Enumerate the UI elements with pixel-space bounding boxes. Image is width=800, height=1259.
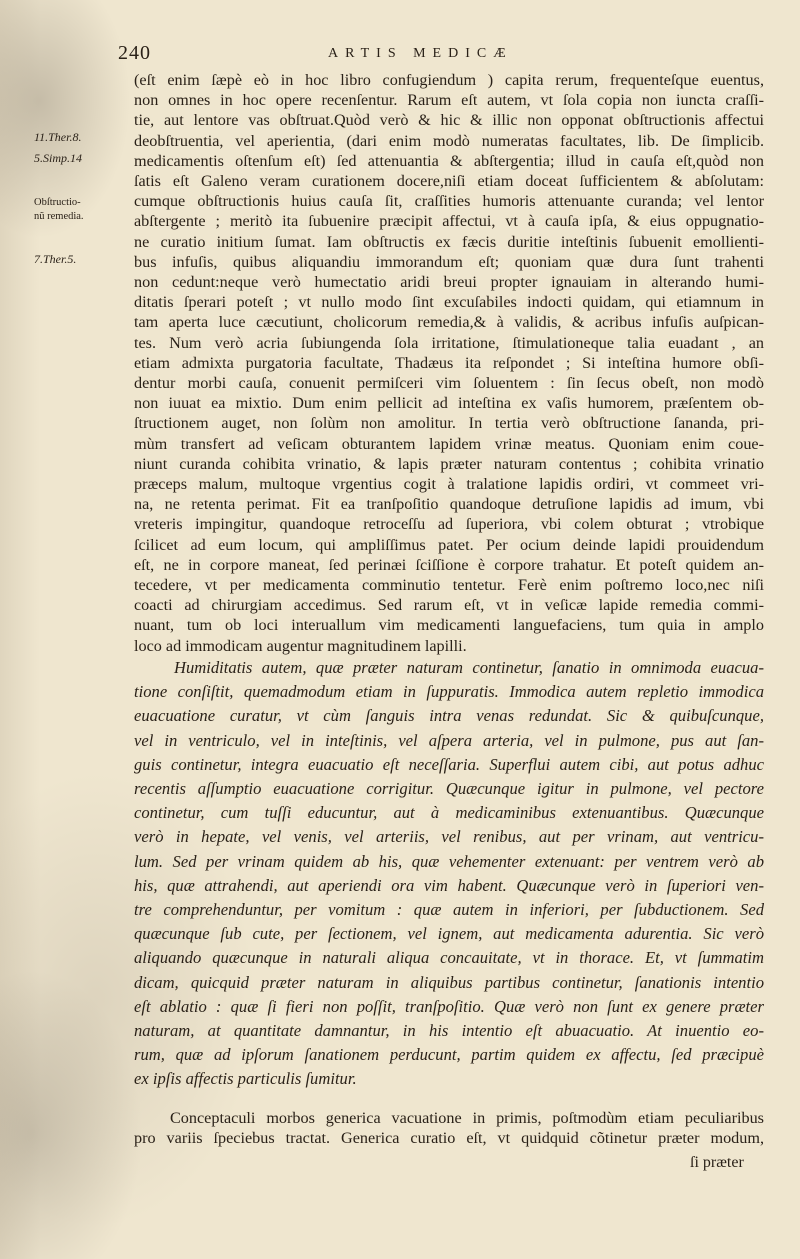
margin-note: 5.Simp.14	[34, 151, 82, 165]
text-line: euacuatione curatur, vt cùm ſanguis intra venas redundat. Sic & quibuſcunque,	[134, 706, 764, 726]
text-line: (eſt enim ſæpè eò in hoc libro confugiendum ) capita rerum, frequenteſque euentus,	[134, 71, 764, 89]
text-line: nuant, tum ob loci interuallum vim medicamenti languefaciens, tum quia in amplo	[134, 616, 764, 635]
text-line: medicamentis oſtenſum eſt) ſed attenuantia & abſtergentia; illud in cauſa eſt,quòd non	[134, 151, 764, 170]
text-line: rum, quæ ad ipſorum ſanationem perducunt, partim quidem ex affectu, ſed præcipuè	[134, 1045, 764, 1065]
text-line: recentis aſſumptio euacuatione corrigitur. Quæcunque igitur in pulmone, vel pectore	[134, 779, 764, 799]
text-line: quæcunque ſub cute, per ſectionem, vel ignem, aut medicamenta adurentia. Sic verò	[134, 924, 764, 944]
text-line: guis continetur, integra euacuatio eſt neceſſaria. Superflui autem cibi, aut potus adhuc	[134, 754, 764, 774]
text-line: aliquando quæcunque in naturali aliqua concauitate, vt in thorace. Et, vt ſummatim	[134, 948, 764, 968]
text-line: tam aperta luce cæcutiunt, cholicorum remedia,& à validis, & acribus infuſis auſpican-	[134, 313, 764, 332]
text-line: lum. Sed per vrinam quidem ab his, quæ vehementer extenuant: per ventrem verò ab	[134, 851, 764, 871]
text-line: cumque obſtructionis huius cauſa ſit, craſſities humoris attenuante curanda; vel lentor	[134, 192, 764, 211]
text-line: bus infuſis, quibus aliquandiu immorandum eſt; quoniam quæ dura ſunt trahenti	[134, 252, 764, 271]
text-line: na, ne retenta perimat. Fit ea tranſpoſitio quandoque detruſione lapidis ad imum, vbi	[134, 495, 764, 514]
text-line: Conceptaculi morbos generica vacuatione in primis, poſtmodùm etiam peculiaribus	[170, 1109, 764, 1127]
text-line: his, quæ attrahendi, aut aperiendi ora vim habent. Quæcunque verò in ſuperiori ven-	[134, 875, 764, 895]
running-head: ARTIS MEDICÆ	[328, 46, 513, 61]
page-number: 240	[118, 42, 151, 64]
text-line: vel in ventriculo, vel in inteſtinis, vel aſpera arteria, vel in pulmone, pus aut ſan-	[134, 730, 764, 750]
text-line: præceps malum, multoque vrgentius cogit à tralatione lapidis ordiri, vt commeet vri-	[134, 475, 764, 494]
text-line: mùm transfert ad veſicam obturantem lapidem vrinæ meatus. Quoniam enim coue-	[134, 434, 764, 453]
text-line: vreteris impingitur, quandoque retroceſſu ad ſuperiora, vbi colem obturat ; vtrobique	[134, 515, 764, 534]
text-line: niunt curanda cohibita vrinatio, & lapis præter naturam contentus ; cohibita vrinatio	[134, 454, 764, 473]
text-line: tes. Num verò acria ſubiungenda ſola irritatione, ſtimulationeque talia euadant , an	[134, 333, 764, 352]
margin-note: 11.Ther.8.	[34, 130, 82, 144]
text-line: abſtergente ; meritò ita ſubuenire præcipit affectui, vt à cauſa ipſa, & eius oppugnatio-	[134, 212, 764, 231]
text-line: deobſtruentia, vel aperientia, (dari enim modò numeratas facultates, lib. De ſimplicib.	[134, 131, 764, 150]
text-line: loco ad immodicam augentur magnitudinem lapilli.	[134, 636, 467, 655]
text-line: ſatis eſt Galeno veram curationem docere,niſi etiam doceat ſufficientem & abſolutam:	[134, 172, 764, 191]
text-line: dicam, quicquid præter naturam in aliquibus partibus continetur, ſanationis intentio	[134, 972, 764, 992]
text-line: ſtructionem auget, non ſolùm non amolitur. In tertia verò obſtructione ſananda, pri-	[134, 414, 764, 433]
text-line: tre comprehenduntur, per vomitum : quæ autem in inferiori, per ſubductionem. Sed	[134, 900, 764, 920]
text-line: ditatis ſperari poteſt ; vt nullo modo ſint excuſabiles indocti quidam, qui etiamnum in	[134, 293, 764, 312]
text-line: ex ipſis affectis particulis ſumitur.	[134, 1069, 357, 1089]
text-line: dentur morbi cauſa, conuenit permiſceri vim ſoluentem : ſin ſecus obeſt, non modò	[134, 374, 764, 393]
text-line: continetur, cum tuſſi educuntur, aut à medicaminibus extenuantibus. Quæcunque	[134, 803, 764, 823]
text-line: naturam, at quantitate damnantur, in his intentio eſt abuacuatio. At inuentio eo-	[134, 1021, 764, 1041]
text-line: tione conſiſtit, quemadmodum etiam in ſuppuratis. Immodica autem repletio immodica	[134, 682, 764, 702]
text-line: ſcilicet ad eum locum, qui ampliſſimus patet. Per ocium deinde lapidi prouidendum	[134, 535, 764, 554]
page-header	[118, 42, 758, 68]
text-line: tecedere, vt per medicamenta comminutio tentetur. Ferè enim poſtremo loco,nec niſi	[134, 576, 764, 595]
text-line: Humiditatis autem, quæ præter naturam continetur, ſanatio in omnimoda euacua-	[174, 658, 764, 677]
text-line: eſt, ne in corpore maneat, ſed perinæi ſciſſione è corpore trahatur. Et poteſt quidem an-	[134, 555, 764, 574]
galen-quotation	[134, 656, 764, 1092]
text-line: etiam admixta purgatoria facultate, Thadæus ita reſpondet ; Si inteſtina humore obſi-	[134, 353, 764, 372]
margin-note: 7.Ther.5.	[34, 252, 77, 266]
commentary-paragraph	[134, 1108, 764, 1148]
text-line: coacti ad chirurgiam accedimus. Sed rarum eſt, vt in veſicæ lapide remedia commi-	[134, 596, 764, 615]
text-line: pro variis ſpeciebus tractat. Generica curatio eſt, vt quidquid cõtinetur præter modum,	[134, 1129, 764, 1148]
body-paragraph	[134, 70, 764, 656]
text-line: non omnes in hoc opere recenſentur. Rarum eſt autem, vt ſola copia non iuncta craſſi-	[134, 91, 764, 110]
margin-note: nũ remedia.	[34, 211, 84, 222]
text-line: verò in hepate, vel venis, vel arteriis, vel renibus, aut per vrinam, aut ventricu-	[134, 827, 764, 847]
text-line: non cedunt:neque verò humectatio aridi breui propter ignauiam in alterando humi-	[134, 273, 764, 292]
catchword: ſi præter	[690, 1154, 744, 1171]
text-line: tie, aut lentore vas obſtruat.Quòd verò & hic & illic non opponat obſtructionis affectui	[134, 111, 764, 130]
text-line: non iuuat ea mixtio. Dum enim pellicit ad inteſtina ex vaſis humorem, præſentem ob-	[134, 394, 764, 413]
text-line: eſt ablatio : quæ ſi fieri non poſſit, tranſpoſitio. Quæ verò non ſunt ex genere præter	[134, 996, 764, 1016]
text-line: ne curatio initium ſumat. Iam obſtructis ex fæcis duritie inteſtinis ſubuenit emollienti-	[134, 232, 764, 251]
margin-note: Obſtructio-	[34, 197, 81, 208]
